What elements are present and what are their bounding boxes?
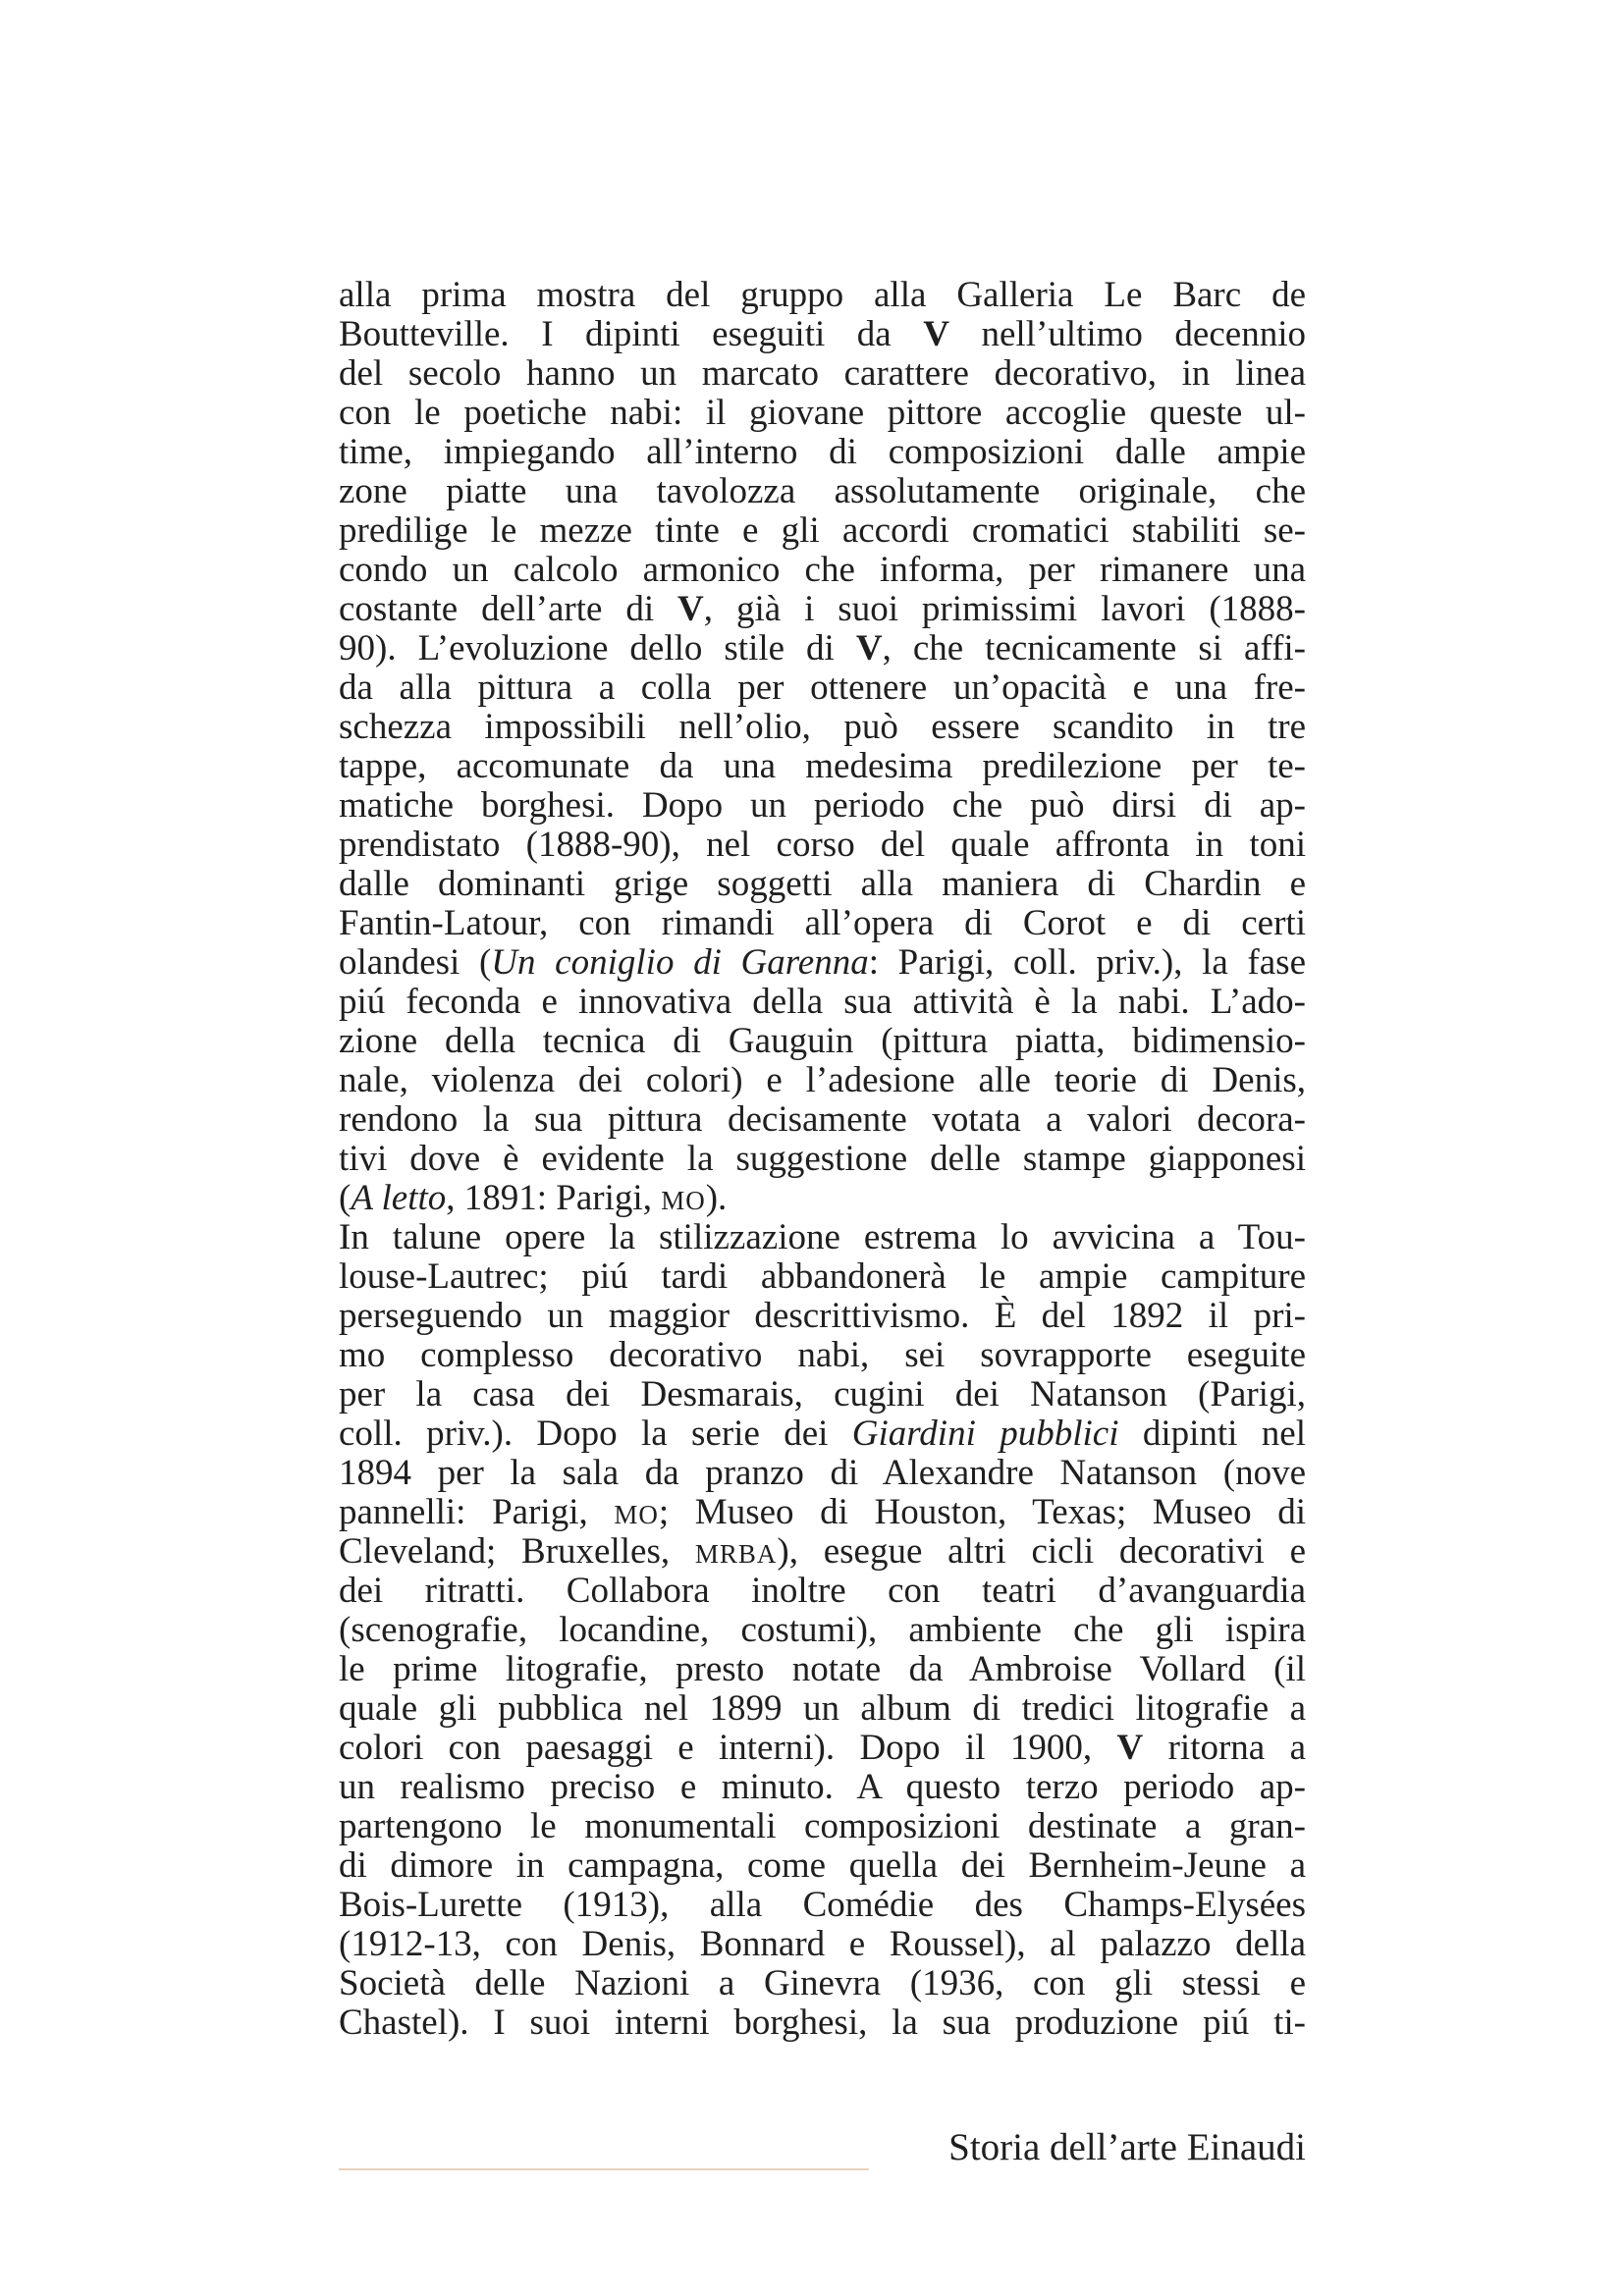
text-line: 90). L’evoluzione dello stile di V, che tecnicamente si affi- <box>339 628 1306 668</box>
text-line: 1894 per la sala da pranzo di Alexandre Natanson (nove <box>339 1453 1306 1493</box>
text-line: Società delle Nazioni a Ginevra (1936, con gli stessi e <box>339 1963 1306 2003</box>
page-footer <box>339 2123 1306 2172</box>
text-line: (A letto, 1891: Parigi, MO). <box>339 1178 728 1218</box>
text-line: tappe, accomunate da una medesima predilezione per te- <box>339 746 1306 786</box>
text-line: predilige le mezze tinte e gli accordi cromatici stabiliti se- <box>339 510 1306 551</box>
footer-rule <box>339 2168 869 2170</box>
text-line: condo un calcolo armonico che informa, per rimanere una <box>339 550 1306 590</box>
text-line: alla prima mostra del gruppo alla Galleria Le Barc de <box>339 275 1306 315</box>
text-line: schezza impossibili nell’olio, può essere scandito in tre <box>339 707 1306 747</box>
text-line: quale gli pubblica nel 1899 un album di tredici litografie a <box>339 1688 1306 1729</box>
text-line: Fantin-Latour, con rimandi all’opera di Corot e di certi <box>339 903 1306 943</box>
text-line: rendono la sua pittura decisamente votata a valori decora- <box>339 1099 1306 1140</box>
text-line: per la casa dei Desmarais, cugini dei Natanson (Parigi, <box>339 1374 1306 1415</box>
text-line: coll. priv.). Dopo la serie dei Giardini pubblici dipinti nel <box>339 1414 1306 1454</box>
text-line: (scenografie, locandine, costumi), ambiente che gli ispira <box>339 1610 1306 1650</box>
text-line: di dimore in campagna, come quella dei Bernheim-Jeune a <box>339 1845 1306 1886</box>
text-line: perseguendo un maggior descrittivismo. È del 1892 il pri- <box>339 1296 1306 1336</box>
text-line: Boutteville. I dipinti eseguiti da V nell’ultimo decennio <box>339 314 1306 354</box>
text-line: (1912-13, con Denis, Bonnard e Roussel), al palazzo della <box>339 1924 1306 1964</box>
text-line: costante dell’arte di V, già i suoi primissimi lavori (1888- <box>339 589 1306 629</box>
text-line: pannelli: Parigi, MO; Museo di Houston, Texas; Museo di <box>339 1492 1306 1532</box>
text-line: nale, violenza dei colori) e l’adesione alle teorie di Denis, <box>339 1060 1306 1100</box>
text-line: dalle dominanti grige soggetti alla maniera di Chardin e <box>339 864 1306 904</box>
text-line: dei ritratti. Collabora inoltre con teatri d’avanguardia <box>339 1571 1306 1611</box>
text-line: tivi dove è evidente la suggestione delle stampe giapponesi <box>339 1139 1306 1179</box>
text-line: le prime litografie, presto notate da Ambroise Vollard (il <box>339 1649 1306 1689</box>
text-line: zione della tecnica di Gauguin (pittura piatta, bidimensio- <box>339 1021 1306 1061</box>
footer-title: Storia dell’arte Einaudi <box>948 2126 1306 2168</box>
text-line: del secolo hanno un marcato carattere decorativo, in linea <box>339 353 1306 394</box>
text-line: un realismo preciso e minuto. A questo terzo periodo ap- <box>339 1767 1306 1807</box>
text-line: mo complesso decorativo nabi, sei sovrapporte eseguite <box>339 1335 1306 1375</box>
text-line: Bois-Lurette (1913), alla Comédie des Champs-Elysées <box>339 1885 1306 1925</box>
text-line: louse-Lautrec; piú tardi abbandonerà le ampie campiture <box>339 1256 1306 1297</box>
text-line: partengono le monumentali composizioni destinate a gran- <box>339 1806 1306 1846</box>
text-line: Chastel). I suoi interni borghesi, la sua produzione piú ti- <box>339 2002 1306 2043</box>
text-line: zone piatte una tavolozza assolutamente originale, che <box>339 471 1306 511</box>
body-text <box>339 276 1306 2043</box>
text-line: matiche borghesi. Dopo un periodo che può dirsi di ap- <box>339 785 1306 826</box>
text-line: piú feconda e innovativa della sua attività è la nabi. L’ado- <box>339 982 1306 1022</box>
text-line: colori con paesaggi e interni). Dopo il 1900, V ritorna a <box>339 1728 1306 1768</box>
text-line: time, impiegando all’interno di composizioni dalle ampie <box>339 432 1306 472</box>
text-line: olandesi (Un coniglio di Garenna: Parigi, coll. priv.), la fase <box>339 942 1306 983</box>
text-line: In talune opere la stilizzazione estrema lo avvicina a Tou- <box>339 1217 1306 1257</box>
text-line: prendistato (1888-90), nel corso del quale affronta in toni <box>339 825 1306 865</box>
text-line: da alla pittura a colla per ottenere un’opacità e una fre- <box>339 667 1306 708</box>
text-line: con le poetiche nabi: il giovane pittore accoglie queste ul- <box>339 393 1306 433</box>
text-line: Cleveland; Bruxelles, MRBA), esegue altri cicli decorativi e <box>339 1531 1306 1572</box>
